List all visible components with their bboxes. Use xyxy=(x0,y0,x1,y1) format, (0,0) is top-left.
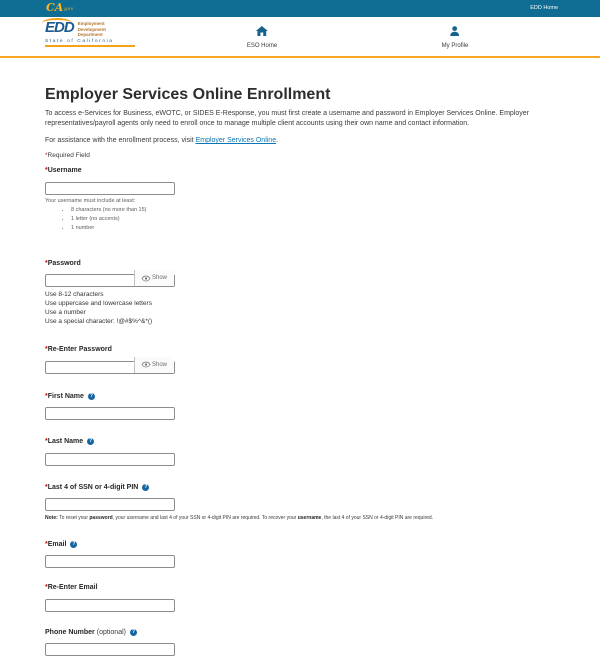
phone-label-text: Phone Number xyxy=(45,629,95,636)
ssn-pin-label xyxy=(45,484,555,491)
note-bold: Note: xyxy=(45,515,58,521)
site-header xyxy=(0,17,600,56)
first-name-input[interactable] xyxy=(45,407,175,420)
nav-eso-home[interactable] xyxy=(247,23,277,49)
username-label xyxy=(45,167,555,174)
ca-gov-logo-ca: CA xyxy=(46,1,63,14)
person-icon xyxy=(450,26,460,36)
reenter-password-label-text: Re-Enter Password xyxy=(48,346,112,353)
username-rule: • 1 letter (no accents) xyxy=(71,215,555,224)
nav-my-profile-label: My Profile xyxy=(442,43,469,49)
username-group xyxy=(45,167,555,233)
phone-input-wrap xyxy=(45,638,175,656)
password-label-text: Password xyxy=(48,260,81,267)
edd-logo-dept-line2: Development xyxy=(78,27,106,33)
reenter-password-input-wrap xyxy=(45,356,175,374)
reenter-password-label xyxy=(45,346,555,353)
username-input-wrap xyxy=(45,177,175,195)
note-text: , the last 4 of your SSN or 4-digit PIN are required. xyxy=(321,515,433,521)
required-asterisk: * xyxy=(45,393,48,400)
reenter-email-input-wrap xyxy=(45,594,175,612)
email-label xyxy=(45,541,555,548)
username-rule: • 8 characters (no more than 15) xyxy=(71,206,555,215)
edd-logo-department-lines xyxy=(78,21,106,38)
phone-input[interactable] xyxy=(45,643,175,656)
last-name-help-icon[interactable]: ? xyxy=(87,438,94,445)
username-input[interactable] xyxy=(45,182,175,195)
required-field-note xyxy=(45,152,555,159)
assistance-text xyxy=(45,137,555,144)
top-bar xyxy=(0,0,600,17)
username-rules xyxy=(45,206,555,233)
eye-icon xyxy=(142,362,150,367)
gold-divider xyxy=(0,56,600,58)
note-text: , your username and last 4 of your SSN or 4-digit PIN are required. To recover your xyxy=(113,515,298,521)
first-name-label xyxy=(45,393,555,400)
ssn-pin-help-icon[interactable]: ? xyxy=(142,484,149,491)
edd-logo-swoosh xyxy=(42,18,72,28)
home-icon xyxy=(256,26,268,36)
first-name-help-icon[interactable]: ? xyxy=(88,393,95,400)
first-name-label-text: First Name xyxy=(48,393,84,400)
password-show-label: Show xyxy=(152,275,167,281)
note-bold: username xyxy=(298,515,322,521)
ssn-pin-group xyxy=(45,484,555,521)
required-asterisk: * xyxy=(45,438,48,445)
email-input-wrap xyxy=(45,550,175,568)
required-asterisk: * xyxy=(45,484,48,491)
nav-my-profile[interactable] xyxy=(442,23,469,49)
last-name-input[interactable] xyxy=(45,453,175,466)
reenter-email-label-text: Re-Enter Email xyxy=(48,584,98,591)
ca-gov-logo-gov: gov xyxy=(64,7,74,12)
ssn-pin-note xyxy=(45,515,555,521)
password-rule: Use a number xyxy=(45,308,555,317)
required-asterisk: * xyxy=(45,346,48,353)
intro-text: To access e-Services for Business, eWOTC, or SIDES E-Response, you must first create a username and password in Employer Services Online. Employer representatives/payroll agents only need to enroll once to manage multiple client accounts using their own name and contact information. xyxy=(45,109,555,128)
last-name-label-text: Last Name xyxy=(48,438,83,445)
reenter-password-group xyxy=(45,346,555,374)
email-label-text: Email xyxy=(48,541,67,548)
ca-gov-logo[interactable] xyxy=(46,1,74,14)
assistance-suffix: . xyxy=(276,137,278,144)
edd-logo[interactable] xyxy=(45,20,135,47)
reenter-email-group xyxy=(45,584,555,612)
reenter-email-label xyxy=(45,584,555,591)
password-rule: Use uppercase and lowercase letters xyxy=(45,299,555,308)
phone-optional-text: (optional) xyxy=(97,629,126,636)
ssn-pin-input-wrap xyxy=(45,493,175,511)
edd-logo-dept-line3: Department xyxy=(78,32,106,38)
first-name-group xyxy=(45,393,555,421)
username-rule: • 1 number xyxy=(71,224,555,233)
edd-logo-dept-line1: Employment xyxy=(78,21,106,27)
edd-logo-underline xyxy=(45,45,135,47)
phone-group xyxy=(45,629,555,656)
username-label-text: Username xyxy=(48,167,82,174)
reenter-password-show-button[interactable] xyxy=(134,357,174,373)
password-rules xyxy=(45,290,555,326)
password-show-button[interactable] xyxy=(134,270,174,286)
email-input[interactable] xyxy=(45,555,175,568)
edd-logo-text: EDD xyxy=(45,20,74,35)
last-name-input-wrap xyxy=(45,448,175,466)
phone-help-icon[interactable]: ? xyxy=(130,629,137,636)
edd-logo-state-text: State of California xyxy=(45,39,135,44)
required-asterisk: * xyxy=(45,152,48,159)
password-label xyxy=(45,260,555,267)
required-asterisk: * xyxy=(45,541,48,548)
phone-label xyxy=(45,629,555,636)
required-field-label: Required Field xyxy=(48,152,90,159)
main-content xyxy=(0,86,600,656)
note-text: To reset your xyxy=(58,515,90,521)
edd-home-link[interactable]: EDD Home xyxy=(530,5,558,11)
last-name-label xyxy=(45,438,555,445)
required-asterisk: * xyxy=(45,260,48,267)
required-asterisk: * xyxy=(45,584,48,591)
reenter-password-show-label: Show xyxy=(152,362,167,368)
password-rule: Use a special character: !@#$%^&*() xyxy=(45,317,555,326)
required-asterisk: * xyxy=(45,167,48,174)
first-name-input-wrap xyxy=(45,402,175,420)
eye-icon xyxy=(142,276,150,281)
note-bold: password xyxy=(89,515,112,521)
email-help-icon[interactable]: ? xyxy=(70,541,77,548)
assistance-prefix: For assistance with the enrollment process, visit xyxy=(45,137,196,144)
password-group xyxy=(45,260,555,327)
email-group xyxy=(45,541,555,569)
password-rule: Use 8-12 characters xyxy=(45,290,555,299)
ssn-pin-input[interactable] xyxy=(45,498,175,511)
username-hint: Your username must include at least: xyxy=(45,198,555,204)
last-name-group xyxy=(45,438,555,466)
reenter-email-input[interactable] xyxy=(45,599,175,612)
employer-services-online-link[interactable]: Employer Services Online xyxy=(196,137,277,144)
ssn-pin-label-text: Last 4 of SSN or 4-digit PIN xyxy=(48,484,139,491)
edd-logo-row xyxy=(45,20,135,38)
password-input-wrap xyxy=(45,269,175,287)
nav-eso-home-label: ESO Home xyxy=(247,43,277,49)
page-title: Employer Services Online Enrollment xyxy=(45,86,555,104)
